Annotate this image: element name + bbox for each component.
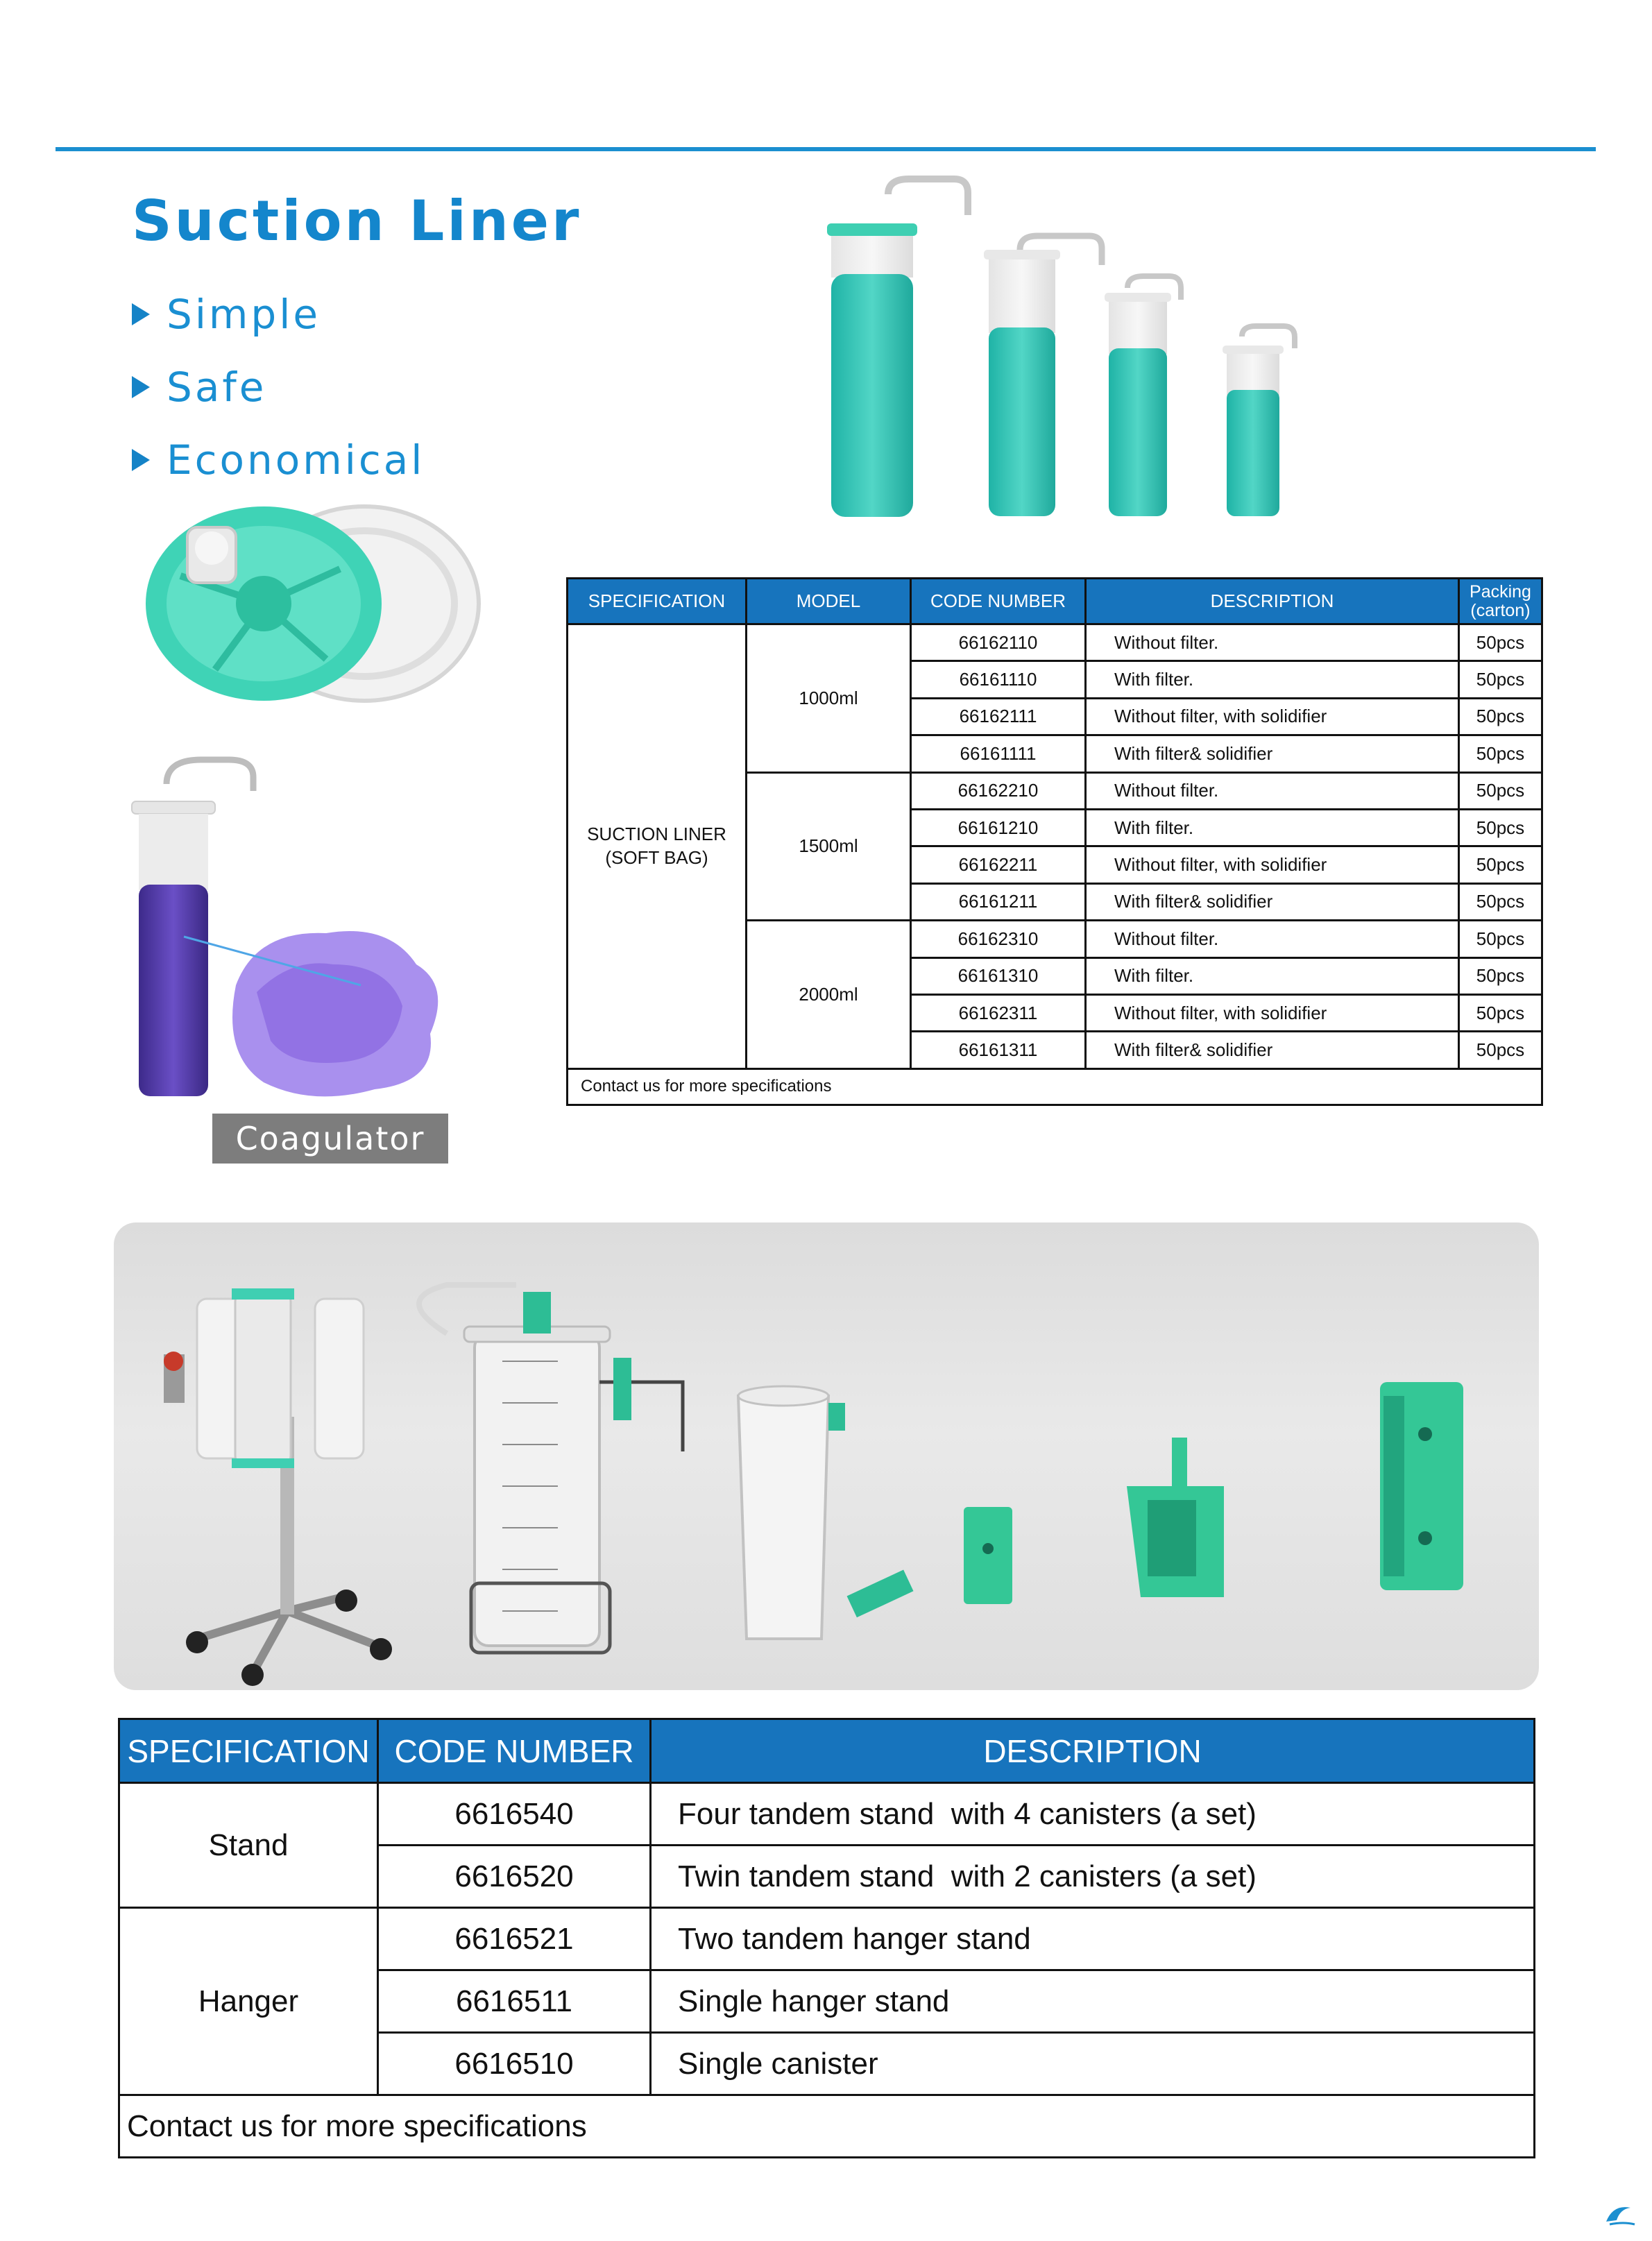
description-cell: Without filter, with solidifier (1086, 846, 1459, 883)
description-cell: With filter& solidifier (1086, 883, 1459, 920)
table-footer-row (119, 2095, 1535, 2158)
description-cell: Without filter. (1086, 624, 1459, 661)
table-row (119, 1908, 1535, 1970)
table-row (119, 1783, 1535, 1846)
model-cell: 1500ml (747, 772, 911, 921)
triangle-bullet-icon (132, 449, 150, 471)
table-header-row (568, 579, 1542, 624)
triangle-bullet-icon (132, 303, 150, 325)
code-cell: 6616511 (378, 1970, 651, 2033)
code-cell: 6616540 (378, 1783, 651, 1846)
description-cell: Without filter. (1086, 921, 1459, 957)
description-cell: Four tandem stand with 4 canisters (a set) (651, 1783, 1535, 1846)
column-header-description: DESCRIPTION (1086, 579, 1459, 624)
packing-cell: 50pcs (1459, 994, 1542, 1031)
table-footer-note: Contact us for more specifications (568, 1068, 1542, 1105)
spec-cell: Stand (119, 1783, 378, 1908)
hanger-bracket-images (964, 1382, 1463, 1604)
column-header-model: MODEL (747, 579, 911, 624)
feature-label: Safe (167, 363, 267, 411)
spec-cell: SUCTION LINER (SOFT BAG) (568, 624, 747, 1069)
table-row (568, 624, 1542, 661)
code-cell: 66161310 (911, 957, 1086, 994)
description-cell: Without filter. (1086, 772, 1459, 809)
packing-cell: 50pcs (1459, 698, 1542, 735)
feature-label: Economical (167, 436, 425, 484)
model-cell: 1000ml (747, 624, 911, 773)
page-title: Suction Liner (132, 189, 582, 253)
description-cell: With filter& solidifier (1086, 1032, 1459, 1068)
code-cell: 66162210 (911, 772, 1086, 809)
model-cell: 2000ml (747, 921, 911, 1069)
packing-cell: 50pcs (1459, 735, 1542, 772)
packing-cell: 50pcs (1459, 846, 1542, 883)
graduated-canister-image (419, 1285, 683, 1653)
description-cell: With filter. (1086, 957, 1459, 994)
coagulator-photo (125, 756, 527, 1110)
wave-logo-icon (1603, 2201, 1637, 2232)
code-cell: 66162110 (911, 624, 1086, 661)
column-header-code-number: CODE NUMBER (911, 579, 1086, 624)
code-cell: 6616510 (378, 2033, 651, 2095)
table-header-row (119, 1719, 1535, 1783)
packing-cell: 50pcs (1459, 624, 1542, 661)
packing-cell: 50pcs (1459, 809, 1542, 846)
code-cell: 66162310 (911, 921, 1086, 957)
column-header-description: DESCRIPTION (651, 1719, 1535, 1783)
code-cell: 66161111 (911, 735, 1086, 772)
feature-item (132, 423, 425, 496)
packing-cell: 50pcs (1459, 883, 1542, 920)
table-footer-note: Contact us for more specifications (119, 2095, 1535, 2158)
feature-item (132, 350, 425, 423)
column-header-specification: SPECIFICATION (119, 1719, 378, 1783)
packing-cell: 50pcs (1459, 921, 1542, 957)
description-cell: Single hanger stand (651, 1970, 1535, 2033)
packing-cell: 50pcs (1459, 1032, 1542, 1068)
code-cell: 66161311 (911, 1032, 1086, 1068)
description-cell: Twin tandem stand with 2 canisters (a set) (651, 1846, 1535, 1908)
column-header-packing: Packing (carton) (1459, 579, 1542, 624)
description-cell: Single canister (651, 2033, 1535, 2095)
liner-lid-photo (125, 500, 500, 722)
column-header-code-number: CODE NUMBER (378, 1719, 651, 1783)
triangle-bullet-icon (132, 376, 150, 398)
code-cell: 66161210 (911, 809, 1086, 846)
packing-cell: 50pcs (1459, 661, 1542, 698)
code-cell: 66161211 (911, 883, 1086, 920)
code-cell: 6616521 (378, 1908, 651, 1970)
code-cell: 66162111 (911, 698, 1086, 735)
description-cell: Without filter, with solidifier (1086, 994, 1459, 1031)
code-cell: 66161110 (911, 661, 1086, 698)
description-cell: With filter. (1086, 809, 1459, 846)
code-cell: 66162311 (911, 994, 1086, 1031)
feature-label: Simple (167, 290, 321, 338)
description-cell: Without filter, with solidifier (1086, 698, 1459, 735)
four-tandem-stand-image (164, 1288, 392, 1686)
feature-item (132, 278, 425, 350)
coagulator-label: Coagulator (212, 1114, 448, 1164)
stand-spec-table (118, 1718, 1535, 2158)
column-header-specification: SPECIFICATION (568, 579, 747, 624)
packing-cell: 50pcs (1459, 957, 1542, 994)
packing-cell: 50pcs (1459, 772, 1542, 809)
stand-products-photo (114, 1222, 1539, 1690)
code-cell: 6616520 (378, 1846, 651, 1908)
description-cell: Two tandem hanger stand (651, 1908, 1535, 1970)
spec-cell: Hanger (119, 1908, 378, 2095)
description-cell: With filter. (1086, 661, 1459, 698)
code-cell: 66162211 (911, 846, 1086, 883)
feature-list (132, 278, 425, 496)
suction-liner-photo (812, 167, 1353, 527)
liner-spec-table (566, 577, 1543, 1106)
single-canister-image (738, 1386, 913, 1639)
top-rule (56, 147, 1596, 151)
table-footer-row (568, 1068, 1542, 1105)
description-cell: With filter& solidifier (1086, 735, 1459, 772)
